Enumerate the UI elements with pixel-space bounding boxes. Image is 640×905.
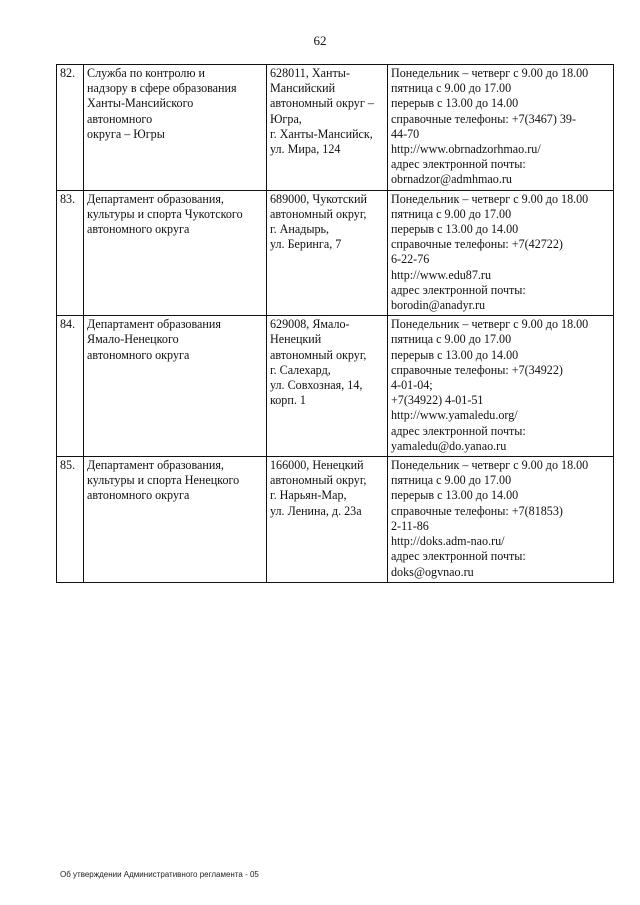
table-row bbox=[57, 190, 614, 316]
organization-contacts: Понедельник – четверг с 9.00 до 18.00 пятница с 9.00 до 17.00 перерыв с 13.00 до 14.00 справочные телефоны: +7(34922) 4-01-04; +7(34922) 4-01-51 http://www.yamaledu.org/ адрес электронной почты: yamaledu@do.yanao.ru bbox=[388, 316, 614, 457]
organization-name: Департамент образования, культуры и спорта Чукотского автономного округа bbox=[84, 190, 267, 316]
row-number: 85. bbox=[57, 457, 84, 583]
organization-contacts: Понедельник – четверг с 9.00 до 18.00 пятница с 9.00 до 17.00 перерыв с 13.00 до 14.00 справочные телефоны: +7(81853) 2-11-86 http://doks.adm-nao.ru/ адрес электронной почты: doks@ogvnao.ru bbox=[388, 457, 614, 583]
organization-address: 628011, Ханты- Мансийский автономный округ – Югра, г. Ханты-Мансийск, ул. Мира, 124 bbox=[267, 65, 388, 191]
organization-address: 689000, Чукотский автономный округ, г. Анадырь, ул. Беринга, 7 bbox=[267, 190, 388, 316]
row-number: 84. bbox=[57, 316, 84, 457]
document-footer: Об утверждении Административного регламента - 05 bbox=[60, 870, 259, 879]
organization-name: Департамент образования, культуры и спорта Ненецкого автономного округа bbox=[84, 457, 267, 583]
row-number: 82. bbox=[57, 65, 84, 191]
table-row bbox=[57, 457, 614, 583]
organization-contacts: Понедельник – четверг с 9.00 до 18.00 пятница с 9.00 до 17.00 перерыв с 13.00 до 14.00 справочные телефоны: +7(3467) 39- 44-70 http://www.obrnadzorhmao.ru/ адрес электронной почты: obrnadzor@admhmao.ru bbox=[388, 65, 614, 191]
row-number: 83. bbox=[57, 190, 84, 316]
table-row bbox=[57, 316, 614, 457]
organization-contacts: Понедельник – четверг с 9.00 до 18.00 пятница с 9.00 до 17.00 перерыв с 13.00 до 14.00 справочные телефоны: +7(42722) 6-22-76 http://www.edu87.ru адрес электронной почты: borodin@anadyr.ru bbox=[388, 190, 614, 316]
organization-name: Департамент образования Ямало-Ненецкого автономного округа bbox=[84, 316, 267, 457]
organization-address: 629008, Ямало- Ненецкий автономный округ, г. Салехард, ул. Совхозная, 14, корп. 1 bbox=[267, 316, 388, 457]
organization-address: 166000, Ненецкий автономный округ, г. Нарьян-Мар, ул. Ленина, д. 23а bbox=[267, 457, 388, 583]
table-row bbox=[57, 65, 614, 191]
page-number: 62 bbox=[313, 33, 327, 48]
organization-name: Служба по контролю и надзору в сфере образования Ханты-Мансийского автономного округа – Югры bbox=[84, 65, 267, 191]
registry-table bbox=[56, 64, 614, 583]
